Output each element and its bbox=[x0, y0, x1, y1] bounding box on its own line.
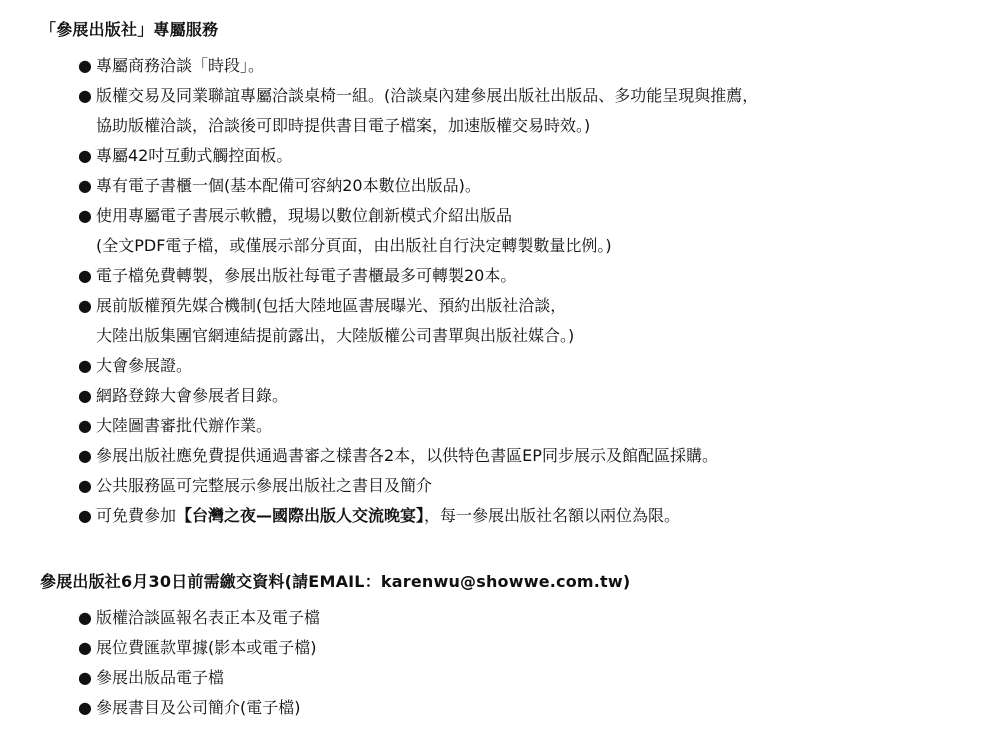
exhibitor-services-list bbox=[78, 51, 978, 531]
list-item-text: 專屬商務洽談「時段」。 bbox=[96, 56, 265, 75]
section-heading-required-documents: 參展出版社6月30日前需繳交資料(請EMAIL：karenwu@showwe.com.tw) bbox=[40, 572, 631, 591]
bullet-icon: ● bbox=[78, 668, 92, 687]
bullet-icon: ● bbox=[78, 176, 92, 195]
bullet-icon: ● bbox=[78, 56, 92, 75]
list-item-text: 大會參展證。 bbox=[96, 356, 193, 375]
list-item bbox=[78, 141, 978, 171]
list-item bbox=[78, 693, 978, 723]
list-item-text-continued: 大陸出版集團官網連結提前露出，大陸版權公司書單與出版社媒合。) bbox=[96, 326, 575, 345]
bullet-icon: ● bbox=[78, 206, 92, 225]
list-item-text: 版權洽談區報名表正本及電子檔 bbox=[96, 608, 321, 627]
list-item bbox=[78, 441, 978, 471]
bullet-icon: ● bbox=[78, 146, 92, 165]
list-item-text: 電子檔免費轉製，參展出版社每電子書櫃最多可轉製20本。 bbox=[96, 266, 517, 285]
list-item-text: 公共服務區可完整展示參展出版社之書目及簡介 bbox=[96, 476, 433, 495]
list-item-text: 展前版權預先媒合機制(包括大陸地區書展曝光、預約出版社洽談， bbox=[96, 296, 567, 315]
list-item-text: 使用專屬電子書展示軟體，現場以數位創新模式介紹出版品 bbox=[96, 206, 513, 225]
list-item-text: 大陸圖書審批代辦作業。 bbox=[96, 416, 273, 435]
list-item bbox=[78, 261, 978, 291]
list-item-text: 參展書目及公司簡介(電子檔) bbox=[96, 698, 301, 717]
bullet-icon: ● bbox=[78, 476, 92, 495]
list-item-text: 展位費匯款單據(影本或電子檔) bbox=[96, 638, 317, 657]
list-item bbox=[78, 51, 978, 81]
list-item bbox=[78, 81, 978, 141]
list-item-text: 參展出版社應免費提供通過書審之樣書各2本，以供特色書區EP同步展示及館配區採購。 bbox=[96, 446, 718, 465]
section-heading-exhibitor-services: 「參展出版社」專屬服務 bbox=[40, 20, 219, 39]
list-item-text: 參展出版品電子檔 bbox=[96, 668, 225, 687]
gala-suffix-text: ，每一參展出版社名額以兩位為限。 bbox=[424, 506, 681, 525]
bullet-icon: ● bbox=[78, 608, 92, 627]
gala-dinner-title: 【台灣之夜—國際出版人交流晚宴】 bbox=[176, 506, 425, 525]
list-item bbox=[78, 201, 978, 261]
required-documents-list bbox=[78, 603, 978, 723]
bullet-icon: ● bbox=[78, 266, 92, 285]
list-item bbox=[78, 471, 978, 501]
list-item-text: 版權交易及同業聯誼專屬洽談桌椅一組。(洽談桌內建參展出版社出版品、多功能呈現與推薦， bbox=[96, 86, 759, 105]
bullet-icon: ● bbox=[78, 86, 92, 105]
list-item-text: 專屬42吋互動式觸控面板。 bbox=[96, 146, 293, 165]
list-item bbox=[78, 351, 978, 381]
bullet-icon: ● bbox=[78, 698, 92, 717]
bullet-icon: ● bbox=[78, 386, 92, 405]
bullet-icon: ● bbox=[78, 506, 92, 525]
bullet-icon: ● bbox=[78, 638, 92, 657]
list-item bbox=[78, 171, 978, 201]
list-item-gala-dinner bbox=[78, 501, 978, 531]
list-item-text-continued: 協助版權洽談，洽談後可即時提供書目電子檔案，加速版權交易時效。) bbox=[96, 116, 591, 135]
list-item bbox=[78, 663, 978, 693]
bullet-icon: ● bbox=[78, 356, 92, 375]
list-item bbox=[78, 603, 978, 633]
list-item-text-continued: (全文PDF電子檔，或僅展示部分頁面，由出版社自行決定轉製數量比例。) bbox=[96, 236, 612, 255]
gala-prefix-text: 可免費參加 bbox=[96, 506, 177, 525]
list-item-text: 網路登錄大會參展者目錄。 bbox=[96, 386, 289, 405]
list-item bbox=[78, 411, 978, 441]
list-item bbox=[78, 633, 978, 663]
list-item bbox=[78, 291, 978, 351]
list-item-text: 專有電子書櫃一個(基本配備可容納20本數位出版品)。 bbox=[96, 176, 481, 195]
list-item bbox=[78, 381, 978, 411]
bullet-icon: ● bbox=[78, 296, 92, 315]
bullet-icon: ● bbox=[78, 446, 92, 465]
bullet-icon: ● bbox=[78, 416, 92, 435]
